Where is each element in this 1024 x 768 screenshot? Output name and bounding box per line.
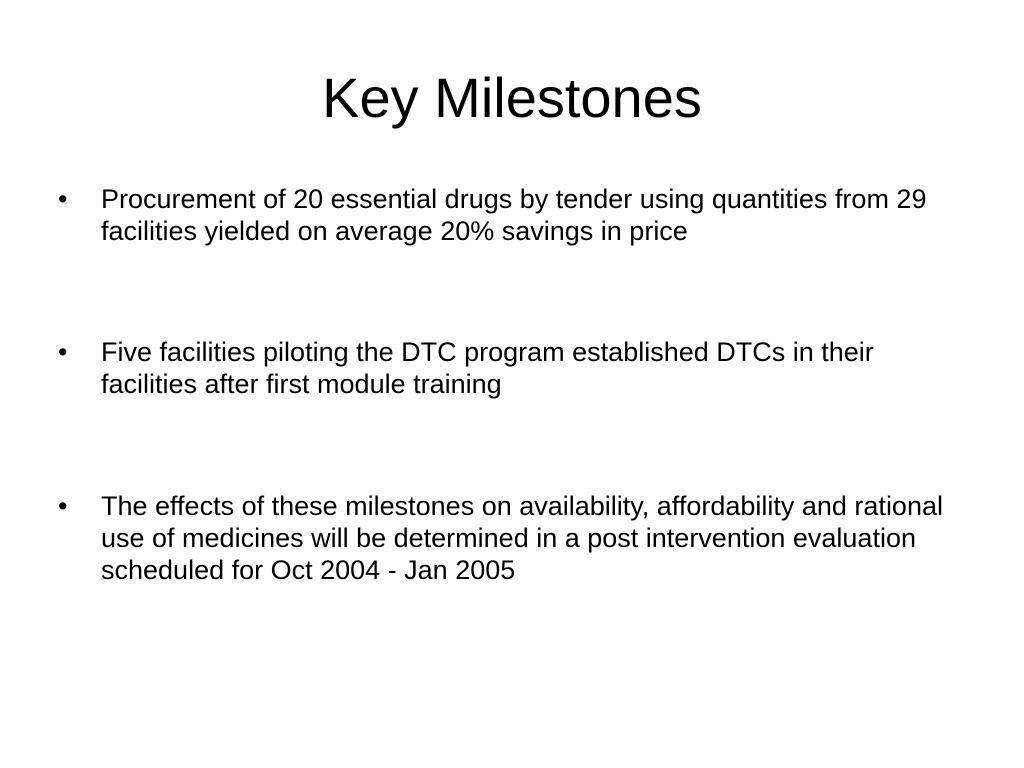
- bullet-text: Five facilities piloting the DTC program established DTCs in their facilities after first module training: [101, 337, 874, 399]
- bullet-icon: •: [58, 491, 68, 521]
- bullet-item: [58, 183, 958, 247]
- bullet-text: Procurement of 20 essential drugs by tender using quantities from 29 facilities yielded on average 20% savings in price: [101, 184, 927, 246]
- slide-title: Key Milestones: [322, 66, 702, 129]
- bullet-icon: •: [58, 184, 68, 214]
- bullet-list: [58, 183, 958, 586]
- bullet-icon: •: [58, 337, 68, 367]
- bullet-item: [58, 490, 958, 586]
- bullet-text: The effects of these milestones on availability, affordability and rational use of medicines will be determined in a post intervention evaluation scheduled for Oct 2004 - Jan 2005: [101, 491, 943, 585]
- bullet-item: [58, 336, 958, 400]
